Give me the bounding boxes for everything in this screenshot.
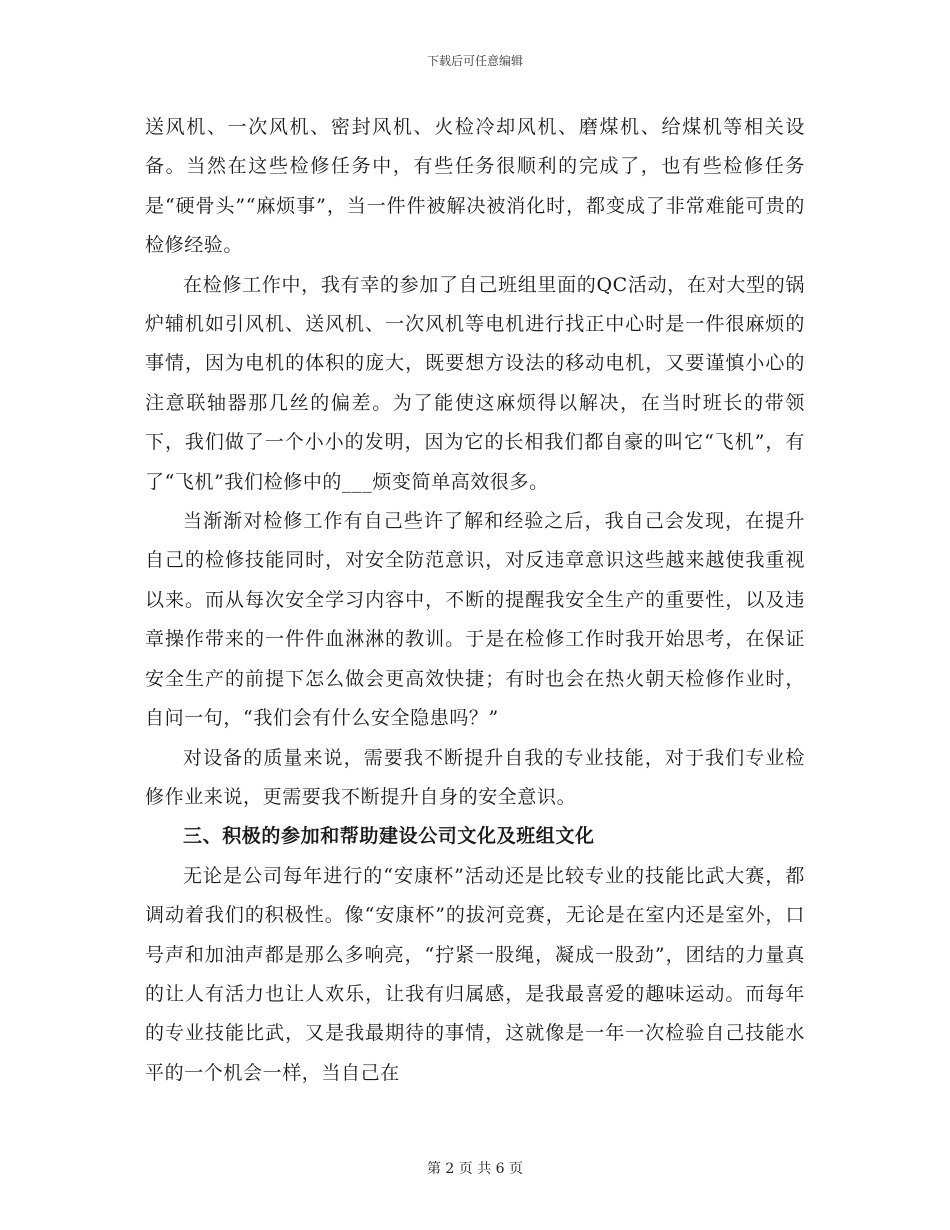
- page-header: 下载后可任意编辑: [426, 54, 523, 68]
- paragraph-4: 对设备的质量来说，需要我不断提升自我的专业技能，对于我们专业检修作业来说，更需要我不断提升自身的安全意识。: [145, 746, 805, 808]
- paragraph-5: 无论是公司每年进行的“安康杯”活动还是比较专业的技能比武大赛，都调动着我们的积极性。像“安康杯”的拔河竞赛，无论是在室内还是室外，口号声和加油声都是那么多响亮，“拧紧一股绳，凝成一股劲”，团结的力量真的让人有活力也让人欢乐，让我有归属感，是我最喜爱的趣味运动。而每年的专业技能比武，又是我最期待的事情，这就像是一年一次检验自己技能水平的一个机会一样，当自己在: [145, 864, 805, 1084]
- paragraph-2: 在检修工作中，我有幸的参加了自己班组里面的QC活动，在对大型的锅炉辅机如引风机、送风机、一次风机等电机进行找正中心时是一件很麻烦的事情，因为电机的体积的庞大，既要想方设法的移动电机，又要谨慎小心的注意联轴器那几丝的偏差。为了能使这麻烦得以解决，在当时班长的带领下，我们做了一个小小的发明，因为它的长相我们都自豪的叫它“飞机”，有了“飞机”我们检修中的___烦变简单高效很多。: [145, 273, 805, 493]
- document-body: [145, 108, 805, 1093]
- paragraph-1: 送风机、一次风机、密封风机、火检冷却风机、磨煤机、给煤机等相关设备。当然在这些检修任务中，有些任务很顺利的完成了，也有些检修任务是“硬骨头”“麻烦事”，当一件件被解决被消化时，都变成了非常难能可贵的检修经验。: [145, 116, 805, 257]
- page-footer: 第 2 页 共 6 页: [426, 1161, 524, 1177]
- paragraph-3: 当渐渐对检修工作有自己些许了解和经验之后，我自己会发现，在提升自己的检修技能同时，对安全防范意识，对反违章意识这些越来越使我重视以来。而从每次安全学习内容中，不断的提醒我安全生产的重要性，以及违章操作带来的一件件血淋淋的教训。于是在检修工作时我开始思考，在保证安全生产的前提下怎么做会更高效快捷；有时也会在热火朝天检修作业时，自问一句，“我们会有什么安全隐患吗？”: [145, 510, 805, 730]
- section-heading: 三、积极的参加和帮助建设公司文化及班组文化: [183, 825, 595, 848]
